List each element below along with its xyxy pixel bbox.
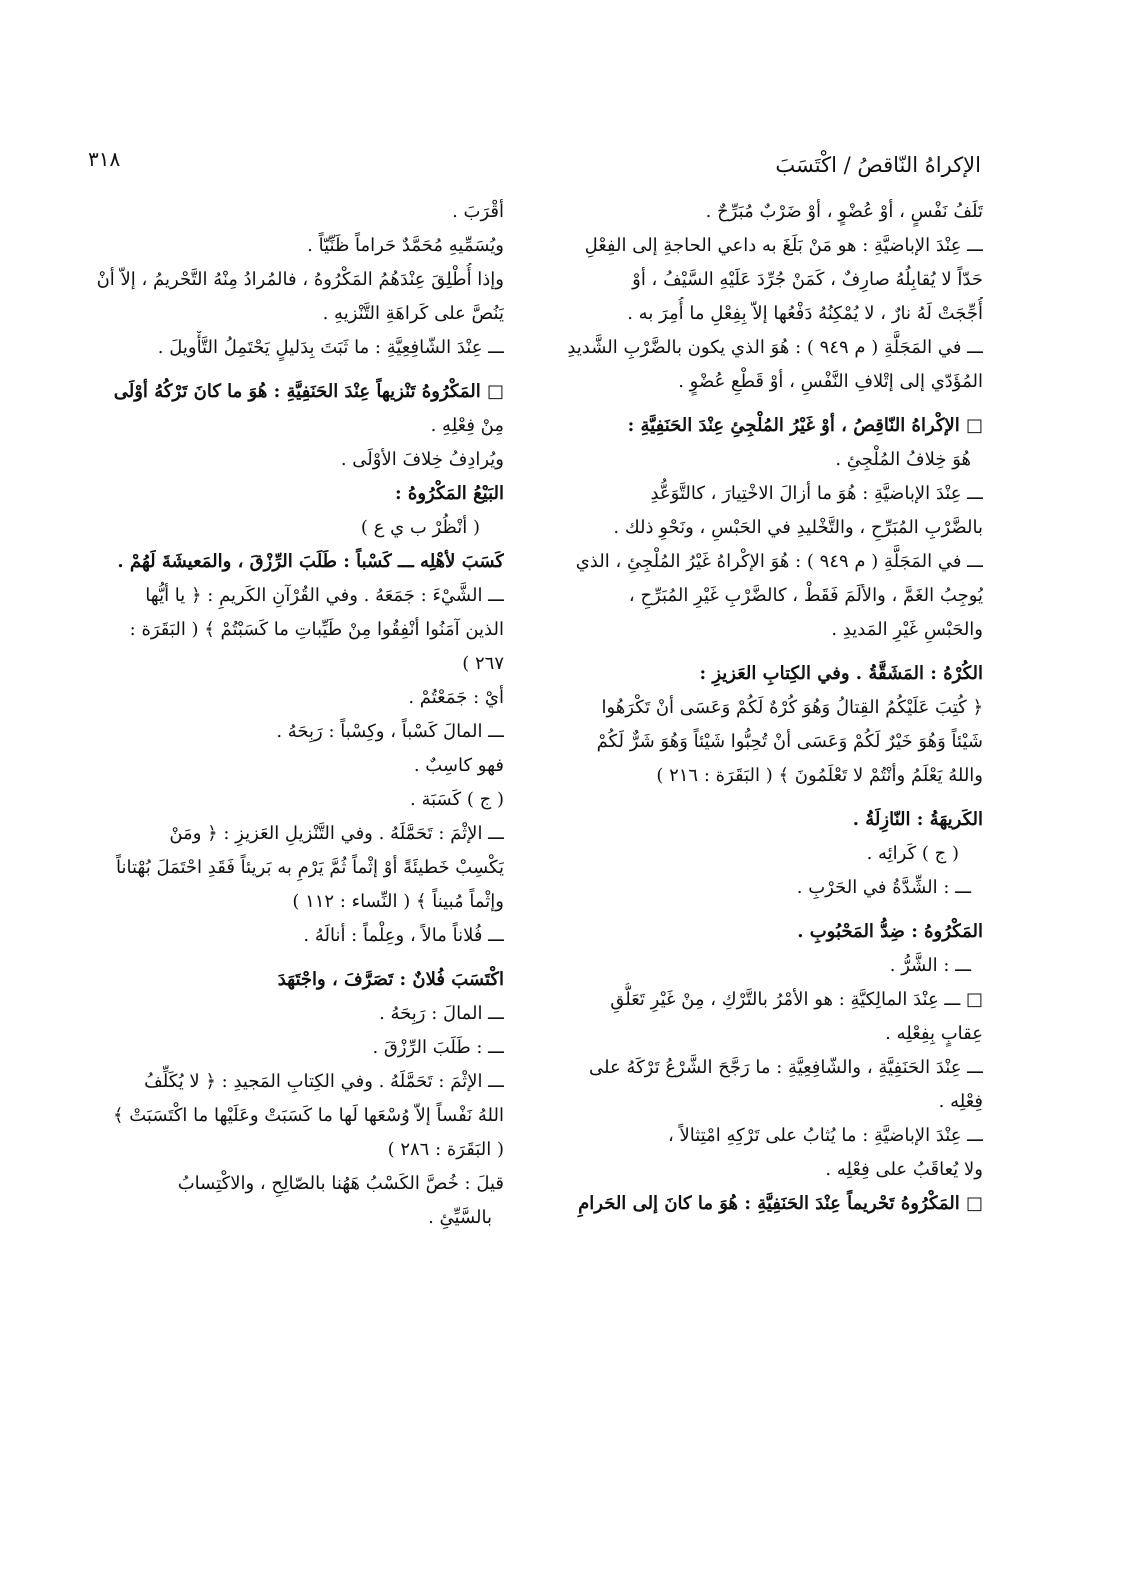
- text-line: حَدّاً لا يُقابِلُهُ صارِفٌ ، كَمَنْ جُرِّدَ عَلَيْهِ السَّيْفُ ، أوْ: [632, 269, 983, 290]
- text-line: واللهُ يَعْلَمُ وأنْتُمْ لا تَعْلَمُونَ ﴾ ( البَقَرَة : ٢١٦ ): [656, 765, 983, 786]
- right-column: [543, 195, 983, 1221]
- text-line: هُوَ خِلافُ المُلْجِئِ .: [835, 449, 971, 470]
- text-line: اكْتَسَبَ فُلانٌ : تَصَرَّفَ ، واجْتَهَدَ: [277, 969, 504, 990]
- text-line: وإثْماً مُبيناً ﴾ ( النِّساء : ١١٢ ): [292, 891, 504, 912]
- text-line: كَسَبَ لأهْلِه ـــ كَسْباً : طَلَبَ الرِّزْقَ ، والمَعيشَةَ لَهُمْ .: [117, 551, 504, 572]
- text-line: ـــ : الشِّدَّةُ في الحَرْبِ .: [796, 877, 971, 898]
- text-line: ـــ الشَّيْءَ : جَمَعَهُ . وفي القُرْآنِ الكَريمِ : ﴿ يا أيُّها: [145, 585, 504, 606]
- text-line: البَيْعُ المَكْرُوهُ :: [395, 483, 504, 504]
- text-line: يَكْسِبْ خَطيئَةً أوْ إثْماً ثُمَّ يَرْمِ به بَريئاً فَقَدِ احْتَمَلَ بُهْتاناً: [116, 857, 504, 878]
- text-line: ـــ عِنْدَ الإباضيَّةِ : ما يُثابُ على تَرْكِهِ امْتِثالاً ،: [667, 1125, 983, 1146]
- text-line: يُوجِبُ الغَمَّ ، والألَمَ فَقَطْ ، كالضَّرْبِ غَيْرِ المُبَرِّحِ ،: [628, 585, 983, 606]
- text-line: مِنْ فِعْلِهِ .: [430, 415, 504, 436]
- text-line: فهو كاسِبٌ .: [413, 755, 504, 776]
- text-line: تَلَفُ نَفْسٍ ، أوْ عُضْوٍ ، أوْ ضَرْبٌ مُبَرِّحٌ .: [705, 201, 983, 222]
- text-line: ( البَقَرَة : ٢٨٦ ): [387, 1139, 504, 1160]
- text-line: ـــ الإثْمَ : تَحَمَّلَهُ . وفي الكِتابِ المَجيدِ : ﴿ لا يُكَلِّفُ: [144, 1071, 504, 1092]
- text-line: □ المَكْرُوهُ تَحْريماً عِنْدَ الحَنَفِيَّةِ : هُوَ ما كانَ إلى الحَرامِ: [578, 1193, 983, 1214]
- text-line: أيْ : جَمَعْتُمْ .: [408, 687, 504, 708]
- text-line: ـــ فُلاناً مالاً ، وعِلْماً : أنالَهُ .: [303, 925, 504, 946]
- text-line: □ ـــ عِنْدَ المالِكيَّةِ : هو الأمْرُ بالتَّرْكِ ، مِنْ غَيْرِ تَعَلُّقِ: [610, 989, 983, 1010]
- text-line: الكَريهَةُ : النّازِلَةُ .: [852, 809, 983, 830]
- text-line: ( ج ) كَسَبَة .: [410, 789, 504, 810]
- text-line: ـــ : الشَّرُّ .: [889, 955, 971, 976]
- text-line: وإذا أُطْلِقَ عِنْدَهُمُ المَكْرُوهُ ، فالمُرادُ مِنْهُ التَّحْريمُ ، إلاّ أنْ: [96, 269, 504, 290]
- text-line: ـــ عِنْدَ الحَنَفِيَّةِ ، والشّافِعِيَّةِ : ما رَجَّحَ الشَّرْعُ تَرْكَهُ على: [589, 1057, 983, 1078]
- text-line: ـــ : طَلَبَ الرِّزْقَ .: [372, 1037, 504, 1058]
- running-header: الإكراهُ النّاقصُ / اكْتَسَبَ: [775, 153, 981, 177]
- text-line: اللهُ نَفْساً إلاّ وُسْعَها لَها ما كَسَبَتْ وعَلَيْها ما اكْتَسَبَتْ ﴾: [112, 1105, 504, 1126]
- text-line: شَيْئاً وَهُوَ خَيْرٌ لَكُمْ وَعَسَى أنْ تُحِبُّوا شَيْئاً وَهُوَ شَرٌّ لَكُمْ: [596, 731, 983, 752]
- text-line: ـــ عِنْدَ الإباضيَّةِ : هُوَ ما أزالَ الاخْتِيارَ ، كالتَّوَعُّدِ: [650, 483, 983, 504]
- text-line: ـــ عِنْدَ الإباضيَّةِ : هو مَنْ بَلَغَ به داعي الحاجةِ إلى الفِعْلِ: [584, 235, 983, 256]
- page-number: ٣١٨: [88, 147, 121, 171]
- text-line: □ المَكْرُوهُ تَنْزيهاً عِنْدَ الحَنَفِيَّةِ : هُوَ ما كانَ تَرْكُهُ أوْلَى: [113, 381, 504, 402]
- text-line: والحَبْسِ غَيْرِ المَديدِ .: [831, 619, 983, 640]
- text-line: □ الإكْراهُ النّاقِصُ ، أوْ غَيْرُ المُلْجِئِ عِنْدَ الحَنَفِيَّةِ :: [627, 415, 983, 436]
- text-line: قيلَ : خُصَّ الكَسْبُ هَهُنا بالصّالِحِ ، والاكْتِسابُ: [177, 1173, 504, 1194]
- text-line: ٢٦٧ ): [462, 653, 504, 674]
- text-line: ( أنْظُرْ ب ي ع ): [360, 517, 480, 538]
- text-line: المُؤَدّي إلى إتْلافِ النَّفْسِ ، أوْ قَطْعِ عُضْوٍ .: [678, 371, 983, 392]
- text-line: ـــ في المَجَلَّةِ ( م ٩٤٩ ) : هُوَ الذي يكون بالضَّرْبِ الشَّديدِ: [567, 337, 983, 358]
- text-line: فِعْلِه .: [938, 1091, 983, 1112]
- text-line: ـــ المالَ : رَبِحَهُ .: [379, 1003, 504, 1024]
- text-line: بالسَّيِّئِ .: [428, 1207, 492, 1228]
- text-line: ( ج ) كَرائِه .: [866, 843, 959, 864]
- text-line: أُجِّجَتْ لَهُ نارٌ ، لا يُمْكِنُهُ دَفْعُها إلاّ بِفِعْلِ ما أُمِرَ به .: [627, 303, 983, 324]
- text-line: الذين آمَنُوا أنْفِقُوا مِنْ طَيِّباتِ ما كَسَبْتُمْ ﴾ ( البَقَرَة :: [129, 619, 504, 640]
- text-line: ـــ في المَجَلَّةِ ( م ٩٤٩ ) : هُوَ الإكْراهُ غَيْرُ المُلْجِئِ ، الذي: [575, 551, 983, 572]
- text-line: ويُرادِفُ خِلافَ الأوْلَى .: [340, 449, 504, 470]
- text-line: عِقابٍ بِفِعْلِه .: [885, 1023, 983, 1044]
- text-line: ـــ المالَ كَسْباً ، وكِسْباً : رَبِحَهُ .: [276, 721, 504, 742]
- text-line: أقْرَبَ .: [452, 201, 504, 222]
- text-line: المَكْرُوهُ : ضِدُّ المَحْبُوبِ .: [797, 921, 983, 942]
- text-line: يَنُصَّ على كَراهَةِ التَّنْزيهِ .: [322, 303, 504, 324]
- text-line: الكُرْهُ : المَشَقَّةُ . وفي الكِتابِ العَزيزِ :: [699, 663, 983, 684]
- text-line: ولا يُعاقَبُ على فِعْلِه .: [825, 1159, 983, 1180]
- text-line: ﴿ كُتِبَ عَلَيْكُمُ القِتالُ وَهُوَ كُرْهٌ لَكُمْ وَعَسَى أنْ تَكْرَهُوا: [601, 697, 983, 718]
- text-line: ـــ عِنْدَ الشّافِعِيَّةِ : ما ثَبَتَ بِدَليلٍ يَحْتَمِلُ التَّأْويلَ .: [157, 337, 504, 358]
- text-line: ـــ الإثْمَ : تَحَمَّلَهُ . وفي التَّنْزيلِ العَزيزِ : ﴿ ومَنْ: [169, 823, 504, 844]
- text-line: ويُسَمِّيهِ مُحَمَّدٌ حَراماً ظَنِّيّاً .: [307, 235, 504, 256]
- text-line: بالضَّرْبِ المُبَرِّحِ ، والتَّخْليدِ في الحَبْسِ ، ونَحْوِ ذلك .: [613, 517, 983, 538]
- left-column: [42, 195, 504, 1235]
